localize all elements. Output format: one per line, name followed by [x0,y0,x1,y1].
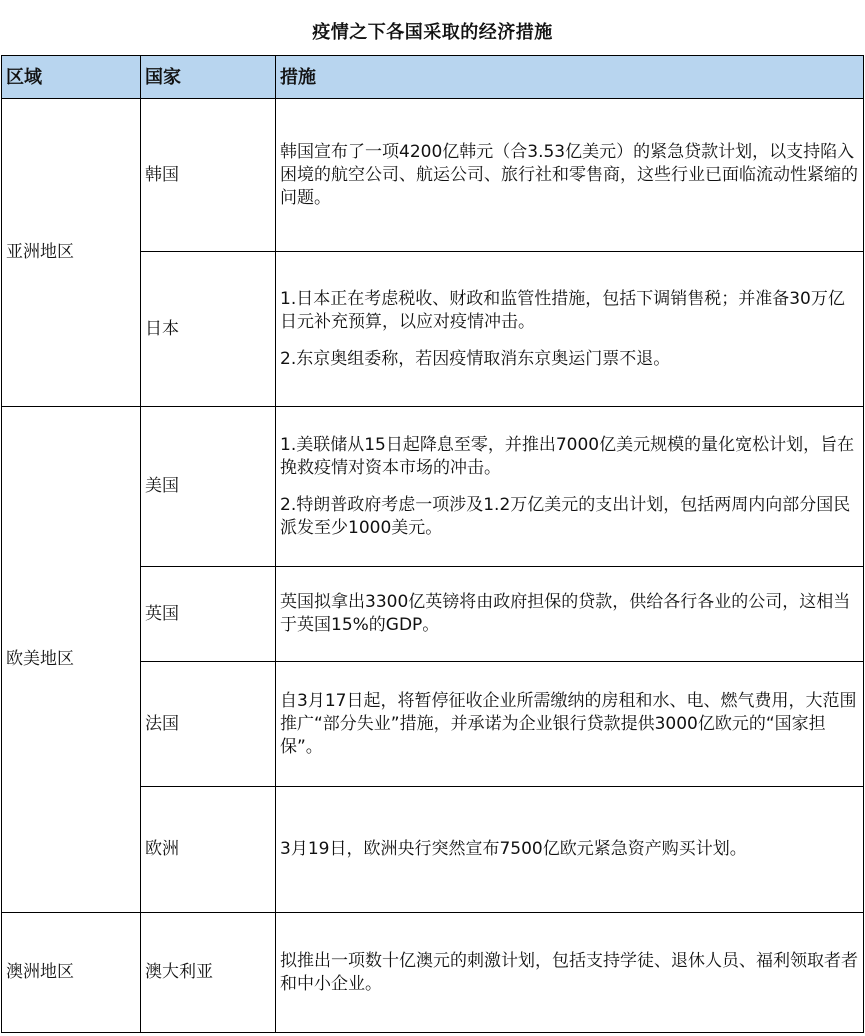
country-cell: 韩国 [141,99,276,252]
measures-table [1,55,864,1033]
measures-cell [276,407,864,567]
measures-cell [276,567,864,662]
country-cell: 美国 [141,407,276,567]
measure-text: 自3月17日起，将暂停征收企业所需缴纳的房租和水、电、燃气费用，大范围推广“部分失业”措施，并承诺为企业银行贷款提供3000亿欧元的“国家担保”。 [280,690,857,757]
table-row [2,99,864,252]
measure-text: 3月19日，欧洲央行突然宣布7500亿欧元紧急资产购买计划。 [280,839,747,859]
measures-cell [276,787,864,913]
measure-text: 2.东京奥组委称，若因疫情取消东京奥运门票不退。 [280,348,671,369]
header-measures: 措施 [276,56,864,99]
table-row [2,407,864,567]
table-row [2,913,864,1033]
country-cell: 英国 [141,567,276,662]
measure-text: 1.美联储从15日起降息至零，并推出7000亿美元规模的量化宽松计划，旨在挽救疫情对资本市场的冲击。 [280,434,855,478]
region-cell: 澳洲地区 [2,913,141,1033]
region-cell: 欧美地区 [2,407,141,913]
measure-text: 2.特朗普政府考虑一项涉及1.2万亿美元的支出计划，包括两周内向部分国民派发至少1000美元。 [280,494,851,538]
country-cell: 欧洲 [141,787,276,913]
measures-cell [276,252,864,407]
country-cell: 法国 [141,662,276,787]
region-cell: 亚洲地区 [2,99,141,407]
measures-cell [276,913,864,1033]
header-region: 区域 [2,56,141,99]
measure-text: 1.日本正在考虑税收、财政和监管性措施，包括下调销售税；并准备30万亿日元补充预算，以应对疫情冲击。 [280,288,845,332]
measures-cell [276,662,864,787]
page-title: 疫情之下各国采取的经济措施 [312,22,553,43]
country-cell: 澳大利亚 [141,913,276,1033]
measure-text: 韩国宣布了一项4200亿韩元（合3.53亿美元）的紧急贷款计划，以支持陷入困境的航空公司、航运公司、旅行社和零售商，这些行业已面临流动性紧缩的问题。 [280,141,858,208]
measure-text: 英国拟拿出3300亿英镑将由政府担保的贷款，供给各行各业的公司，这相当于英国15%的GDP。 [280,592,851,635]
header-country: 国家 [141,56,276,99]
country-cell: 日本 [141,252,276,407]
measure-text: 拟推出一项数十亿澳元的刺激计划，包括支持学徒、退休人员、福利领取者者和中小企业。 [280,950,858,994]
header-row [2,56,864,99]
measures-cell [276,99,864,252]
